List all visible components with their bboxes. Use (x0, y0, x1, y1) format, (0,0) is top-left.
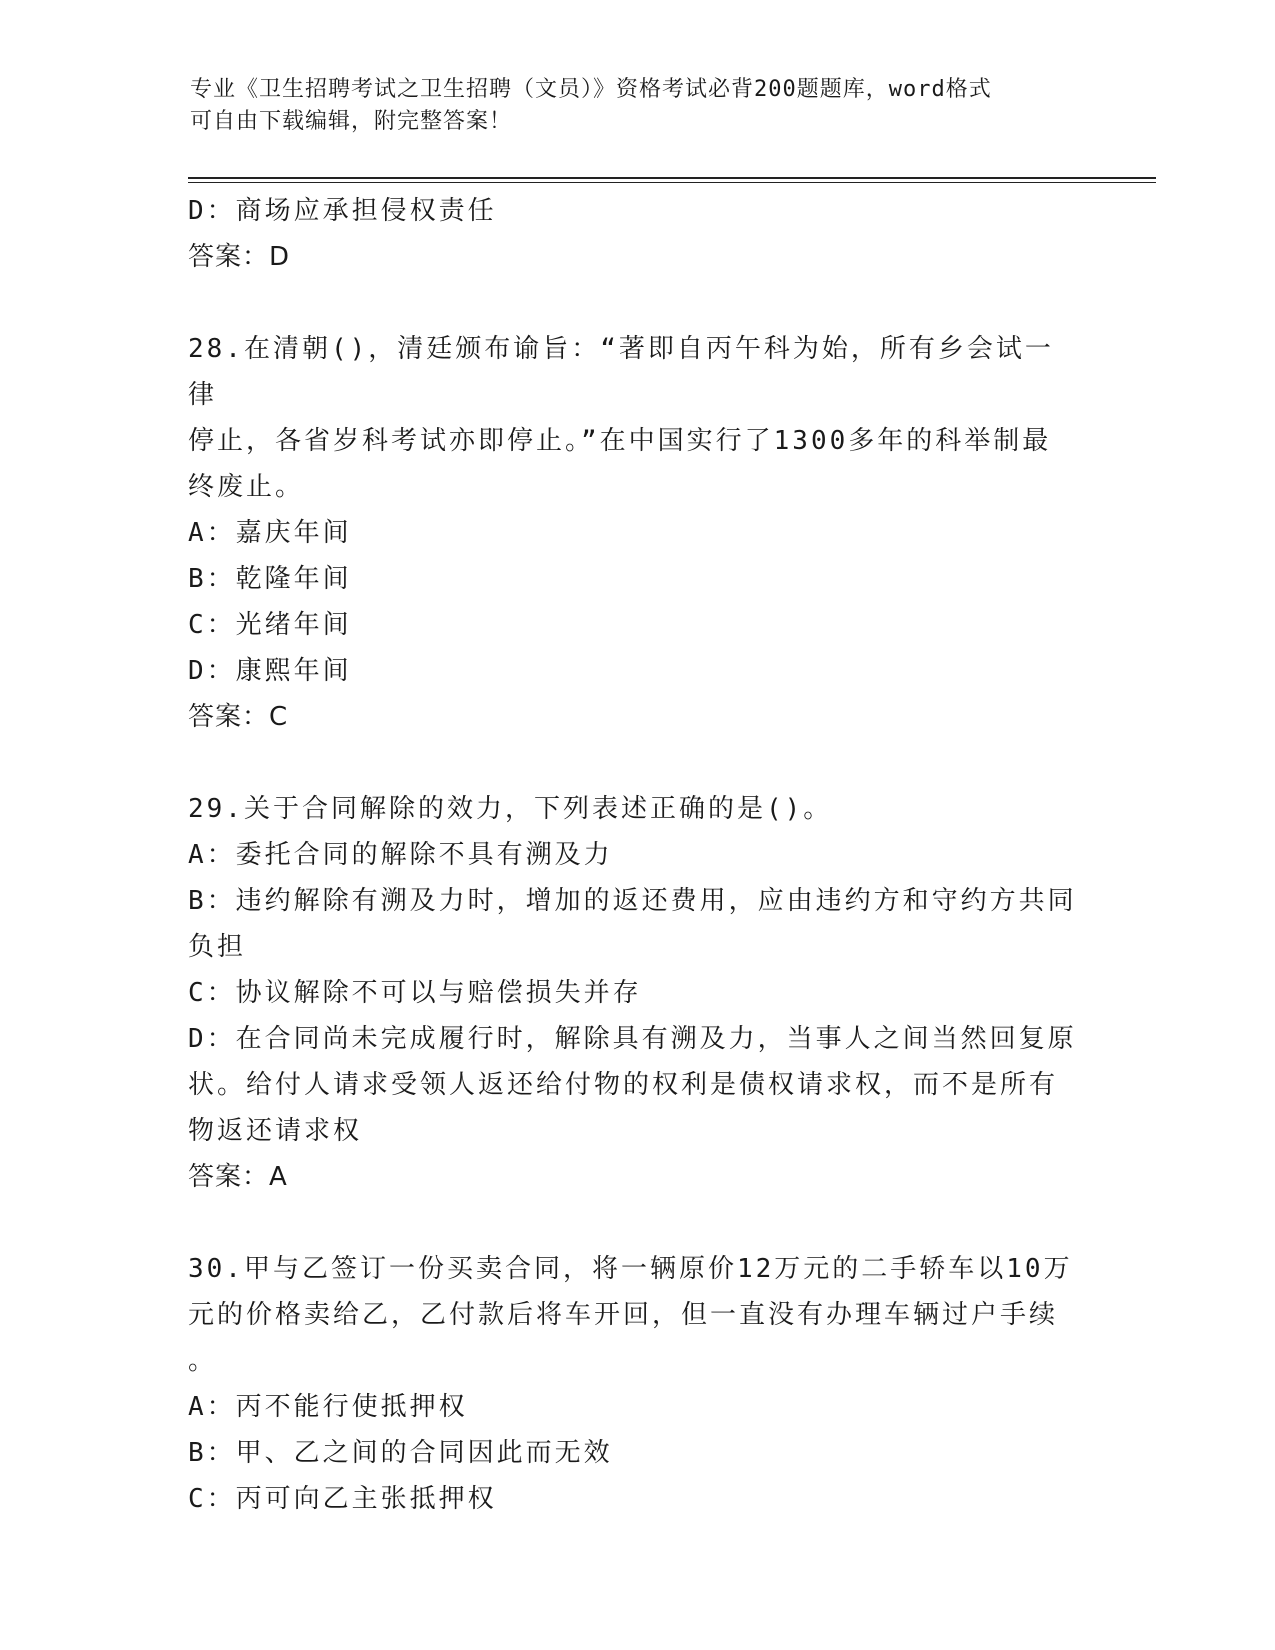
question-30 (188, 1246, 1078, 1522)
spacer (188, 1200, 1078, 1246)
option-b: B：甲、乙之间的合同因此而无效 (188, 1438, 613, 1468)
question-stem-line: 元的价格卖给乙，乙付款后将车开回，但一直没有办理车辆过户手续 (188, 1300, 1059, 1330)
option-d: D：在合同尚未完成履行时，解除具有溯及力，当事人之间当然回复原 (188, 1024, 1077, 1054)
option-c: C：光绪年间 (188, 610, 352, 640)
spacer (188, 280, 1078, 326)
header-rule-thick (188, 177, 1156, 179)
question-stem-line: 终废止。 (188, 472, 305, 502)
option-d: D：康熙年间 (188, 656, 352, 686)
option-b-cont: 负担 (188, 932, 247, 962)
question-stem-line: 停止，各省岁科考试亦即停止。”在中国实行了1300多年的科举制最 (188, 426, 1052, 456)
prev-answer: 答案：D (188, 242, 291, 272)
header-line-2: 可自由下载编辑，附完整答案！ (190, 109, 513, 134)
question-list (188, 188, 1078, 1522)
prev-option-d: D：商场应承担侵权责任 (188, 196, 497, 226)
option-c: C：丙可向乙主张抵押权 (188, 1484, 497, 1514)
spacer (188, 740, 1078, 786)
option-b: B：乾隆年间 (188, 564, 352, 594)
answer: 答案：C (188, 702, 289, 732)
option-d-cont: 物返还请求权 (188, 1116, 363, 1146)
page-header (190, 74, 1070, 138)
question-stem-line: 30.甲与乙签订一份买卖合同，将一辆原价12万元的二手轿车以10万 (188, 1254, 1073, 1284)
question-stem-line: 。 (188, 1346, 218, 1376)
option-d-cont: 状。给付人请求受领人返还给付物的权利是债权请求权，而不是所有 (188, 1070, 1059, 1100)
option-a: A：嘉庆年间 (188, 518, 352, 548)
option-a: A：委托合同的解除不具有溯及力 (188, 840, 613, 870)
answer: 答案：A (188, 1162, 288, 1192)
option-b: B：违约解除有溯及力时，增加的返还费用，应由违约方和守约方共同 (188, 886, 1077, 916)
header-line-1: 专业《卫生招聘考试之卫生招聘（文员）》资格考试必背200题题库，word格式 (190, 77, 992, 102)
header-rule-thin (188, 182, 1156, 183)
option-a: A：丙不能行使抵押权 (188, 1392, 468, 1422)
question-stem-line: 29.关于合同解除的效力，下列表述正确的是()。 (188, 794, 833, 824)
question-29 (188, 786, 1078, 1200)
question-28 (188, 326, 1078, 740)
option-c: C：协议解除不可以与赔偿损失并存 (188, 978, 642, 1008)
question-stem-line: 28.在清朝()，清廷颁布谕旨：“著即自丙午科为始，所有乡会试一律 (188, 334, 1054, 410)
